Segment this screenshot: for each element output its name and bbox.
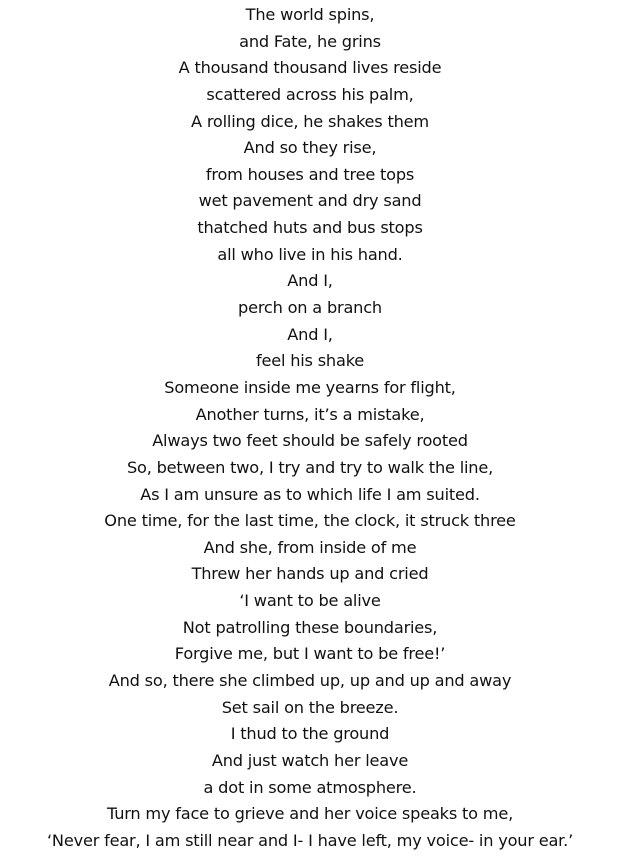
poem-line: Threw her hands up and cried: [191, 564, 429, 584]
poem-line: Always two feet should be safely rooted: [152, 431, 468, 451]
poem-line: So, between two, I try and try to walk the line,: [126, 457, 494, 477]
poem-line: I thud to the ground: [230, 724, 390, 744]
poem-line: And I,: [287, 324, 333, 344]
poem-line: ‘I want to be alive: [239, 591, 381, 611]
poem-line: And so, there she climbed up, up and up and away: [108, 671, 512, 691]
poem-line: Another turns, it’s a mistake,: [195, 404, 425, 424]
poem-line: A rolling dice, he shakes them: [191, 111, 429, 131]
poem-line: Not patrolling these boundaries,: [182, 617, 438, 637]
poem-line: Someone inside me yearns for flight,: [164, 377, 456, 397]
poem-line: wet pavement and dry sand: [198, 191, 422, 211]
poem-line: And just watch her leave: [211, 750, 409, 770]
poem-line: a dot in some atmosphere.: [203, 777, 417, 797]
poem-line: As I am unsure as to which life I am suited.: [140, 484, 480, 504]
poem-line: ‘Never fear, I am still near and I- I have left, my voice- in your ear.’: [46, 830, 574, 850]
poem-line: from houses and tree tops: [205, 164, 415, 184]
poem-line: scattered across his palm,: [206, 84, 414, 104]
poem-line: thatched huts and bus stops: [197, 218, 423, 238]
poem-line: And so they rise,: [243, 138, 377, 158]
poem-line: A thousand thousand lives reside: [178, 58, 442, 78]
poem-line: And I,: [287, 271, 333, 291]
poem-line: all who live in his hand.: [217, 244, 403, 264]
poem-line: Forgive me, but I want to be free!’: [174, 644, 446, 664]
poem-line: Set sail on the breeze.: [221, 697, 399, 717]
poem-line: and Fate, he grins: [239, 31, 381, 51]
poem-line: And she, from inside of me: [203, 537, 417, 557]
poem-line: feel his shake: [255, 351, 365, 371]
poem-line: perch on a branch: [238, 298, 382, 318]
poem-line: One time, for the last time, the clock, it struck three: [104, 511, 516, 531]
poem-line: Turn my face to grieve and her voice speaks to me,: [106, 804, 514, 824]
poem-line: The world spins,: [245, 5, 375, 24]
